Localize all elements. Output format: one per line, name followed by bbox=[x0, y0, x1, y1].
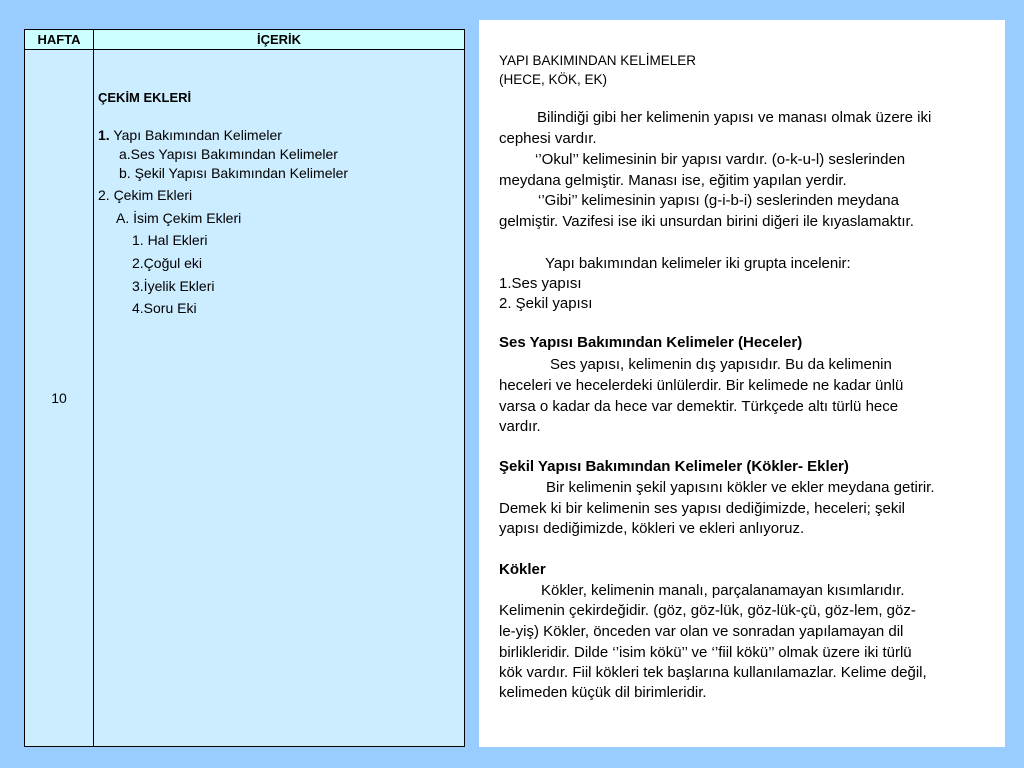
syllabus-table bbox=[24, 29, 465, 747]
intro-line-2: cephesi vardır. bbox=[499, 130, 597, 147]
section-title: ÇEKİM EKLERİ bbox=[98, 90, 192, 105]
item-2a: A. İsim Çekim Ekleri bbox=[116, 210, 242, 226]
okul-line-1: ‘’Okul’’ kelimesinin bir yapısı vardır. (o-k-u-l) seslerinden bbox=[535, 151, 906, 168]
item-1 bbox=[98, 127, 282, 143]
panel-title-2: (HECE, KÖK, EK) bbox=[499, 72, 608, 87]
item-1b: b. Şekil Yapısı Bakımından Kelimeler bbox=[119, 165, 349, 181]
okul-line-2: meydana gelmiştir. Manası ise, eğitim yapılan yerdir. bbox=[499, 172, 847, 189]
intro-line-1: Bilindiği gibi her kelimenin yapısı ve manası olmak üzere iki bbox=[537, 109, 932, 126]
group-1: 1.Ses yapısı bbox=[499, 275, 582, 292]
item-1-number: 1. bbox=[98, 127, 110, 143]
gibi-line-2: gelmiştir. Vazifesi ise iki unsurdan birini diğeri ile kıyaslamaktır. bbox=[499, 213, 914, 230]
groups-intro: Yapı bakımından kelimeler iki grupta incelenir: bbox=[545, 255, 851, 272]
week-number: 10 bbox=[51, 390, 67, 406]
kok-line-6: kelimeden küçük dil birimleridir. bbox=[499, 684, 707, 701]
sekil-line-1: Bir kelimenin şekil yapısını kökler ve ekler meydana getirir. bbox=[546, 479, 935, 496]
sekil-line-2: Demek ki bir kelimenin ses yapısı dediğimizde, heceleri; şekil bbox=[499, 500, 905, 517]
kok-line-1: Kökler, kelimenin manalı, parçalanamayan kısımlarıdır. bbox=[541, 582, 905, 599]
sub-item-1: 1. Hal Ekleri bbox=[132, 232, 208, 248]
item-1-label: Yapı Bakımından Kelimeler bbox=[113, 127, 282, 143]
text-panel bbox=[479, 20, 1005, 747]
kok-line-5: kök vardır. Fiil kökleri tek başlarına kullanılamazlar. Kelime değil, bbox=[499, 664, 927, 681]
panel-title-1: YAPI BAKIMINDAN KELİMELER bbox=[499, 53, 697, 68]
ses-line-3: varsa o kadar da hece var demektir. Türkçede altı türlü hece bbox=[499, 398, 899, 415]
kok-line-3: le-yiş) Kökler, önceden var olan ve sonradan yapılamayan dil bbox=[499, 623, 904, 640]
ses-line-4: vardır. bbox=[499, 418, 541, 435]
sub-item-4: 4.Soru Eki bbox=[132, 300, 197, 316]
kok-line-4: birlikleridir. Dilde ‘’isim kökü’’ ve ‘’fiil kökü’’ olmak üzere iki türlü bbox=[499, 644, 912, 661]
heading-ses: Ses Yapısı Bakımından Kelimeler (Heceler) bbox=[499, 334, 803, 351]
item-1a: a.Ses Yapısı Bakımından Kelimeler bbox=[119, 146, 338, 162]
content-cell bbox=[94, 50, 464, 746]
sub-item-2: 2.Çoğul eki bbox=[132, 255, 203, 271]
ses-line-2: heceleri ve hecelerdeki ünlülerdir. Bir kelimede ne kadar ünlü bbox=[499, 377, 904, 394]
heading-kokler: Kökler bbox=[499, 561, 546, 578]
ses-line-1: Ses yapısı, kelimenin dış yapısıdır. Bu da kelimenin bbox=[550, 356, 892, 373]
group-2: 2. Şekil yapısı bbox=[499, 295, 593, 312]
header-content: İÇERİK bbox=[256, 32, 302, 47]
header-week: HAFTA bbox=[37, 32, 81, 47]
gibi-line-1: ‘’Gibi’’ kelimesinin yapısı (g-i-b-i) seslerinden meydana bbox=[538, 192, 899, 209]
sekil-line-3: yapısı dediğimizde, kökleri ve ekleri anlıyoruz. bbox=[499, 520, 805, 537]
table-header-row bbox=[25, 30, 464, 50]
sub-item-3: 3.İyelik Ekleri bbox=[132, 278, 215, 294]
kok-line-2: Kelimenin çekirdeğidir. (göz, göz-lük, göz-lük-çü, göz-lem, göz- bbox=[499, 602, 916, 619]
heading-sekil: Şekil Yapısı Bakımından Kelimeler (Kökler- Ekler) bbox=[499, 458, 849, 475]
item-2: 2. Çekim Ekleri bbox=[98, 187, 193, 203]
